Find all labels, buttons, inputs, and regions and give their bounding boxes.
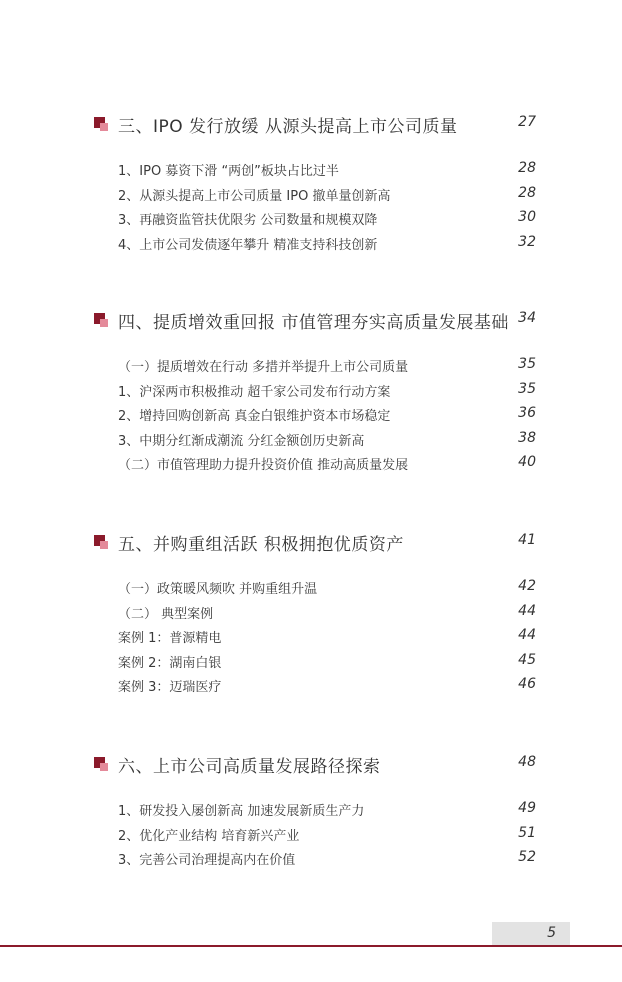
entry-label: 2、优化产业结构 培育新兴产业 (118, 828, 300, 844)
section-marker-icon (94, 757, 108, 771)
section-page-number: 27 (518, 114, 536, 130)
section-marker-icon (94, 535, 108, 549)
entry-page-number: 44 (518, 602, 536, 619)
toc-entry[interactable] (118, 157, 536, 182)
toc-section-4 (94, 305, 536, 473)
entry-page-number: 42 (518, 578, 536, 594)
section-entries (118, 575, 536, 698)
section-title: 四、提质增效重回报 市值管理夯实高质量发展基础 (118, 313, 509, 333)
entry-label: 2、从源头提高上市公司质量 IPO 撤单量创新高 (118, 188, 391, 204)
section-title: 三、IPO 发行放缓 从源头提高上市公司质量 (118, 117, 458, 137)
page-number-box (492, 922, 570, 945)
section-title: 六、上市公司高质量发展路径探索 (118, 757, 381, 777)
entry-label: 4、上市公司发债逐年攀升 精准支持科技创新 (118, 237, 378, 253)
toc-section-3 (94, 109, 536, 253)
toc-entry[interactable] (118, 353, 536, 378)
toc-entry[interactable] (118, 649, 536, 674)
toc-entry[interactable] (118, 846, 536, 871)
entry-label: 案例 2：湖南白银 (118, 655, 222, 671)
toc-entry[interactable] (118, 402, 536, 427)
entry-label: （一）政策暖风频吹 并购重组升温 (118, 582, 318, 597)
entry-page-number: 28 (518, 184, 536, 201)
entry-label: 3、再融资监管扶优限劣 公司数量和规模双降 (118, 213, 378, 228)
section-heading[interactable] (94, 749, 536, 779)
section-page-number: 41 (518, 532, 536, 548)
toc-entry[interactable] (118, 427, 536, 452)
entry-page-number: 32 (518, 233, 536, 250)
entry-label: 3、中期分红渐成潮流 分红金额创历史新高 (118, 433, 365, 449)
entry-page-number: 30 (518, 209, 536, 225)
toc-entry[interactable] (118, 206, 536, 231)
entry-page-number: 40 (518, 454, 536, 470)
section-page-number: 48 (518, 754, 536, 770)
entry-label: 案例 1：普源精电 (118, 631, 222, 646)
toc-entry[interactable] (118, 378, 536, 403)
entry-label: 2、增持回购创新高 真金白银维护资本市场稳定 (118, 409, 391, 424)
entry-page-number: 35 (518, 356, 536, 372)
toc-entry[interactable] (118, 575, 536, 600)
entry-page-number: 49 (518, 800, 536, 816)
entry-page-number: 52 (518, 849, 536, 865)
entry-page-number: 45 (518, 651, 536, 668)
entry-label: 1、沪深两市积极推动 超千家公司发布行动方案 (118, 384, 391, 400)
entry-label: （一）提质增效在行动 多措并举提升上市公司质量 (118, 360, 409, 375)
section-heading[interactable] (94, 109, 536, 139)
entry-page-number: 51 (518, 824, 536, 841)
entry-label: （二）市值管理助力提升投资价值 推动高质量发展 (118, 458, 409, 473)
toc-section-6 (94, 749, 536, 868)
section-entries (118, 797, 536, 871)
toc-entry[interactable] (118, 182, 536, 207)
toc-entry[interactable] (118, 600, 536, 625)
section-heading[interactable] (94, 305, 536, 335)
footer-rule (0, 945, 622, 947)
toc-entry[interactable] (118, 624, 536, 649)
toc-entry[interactable] (118, 231, 536, 256)
entry-label: 3、完善公司治理提高内在价值 (118, 853, 296, 868)
section-marker-icon (94, 117, 108, 131)
entry-page-number: 46 (518, 676, 536, 692)
section-title: 五、并购重组活跃 积极拥抱优质资产 (118, 535, 404, 555)
entry-page-number: 28 (518, 160, 536, 176)
section-entries (118, 157, 536, 255)
toc-entry[interactable] (118, 451, 536, 476)
entry-page-number: 36 (518, 405, 536, 421)
entry-label: 1、IPO 募资下滑 “两创”板块占比过半 (118, 164, 339, 179)
toc-entry[interactable] (118, 822, 536, 847)
entry-page-number: 44 (518, 627, 536, 643)
entry-label: （二） 典型案例 (118, 606, 214, 622)
toc-section-5 (94, 527, 536, 695)
section-entries (118, 353, 536, 476)
page-number: 5 (547, 925, 556, 941)
toc-entry[interactable] (118, 673, 536, 698)
entry-page-number: 38 (518, 429, 536, 446)
entry-label: 案例 3：迈瑞医疗 (118, 680, 222, 695)
entry-page-number: 35 (518, 380, 536, 397)
section-page-number: 34 (518, 310, 536, 326)
section-heading[interactable] (94, 527, 536, 557)
entry-label: 1、研发投入屡创新高 加速发展新质生产力 (118, 804, 365, 819)
toc-entry[interactable] (118, 797, 536, 822)
section-marker-icon (94, 313, 108, 327)
